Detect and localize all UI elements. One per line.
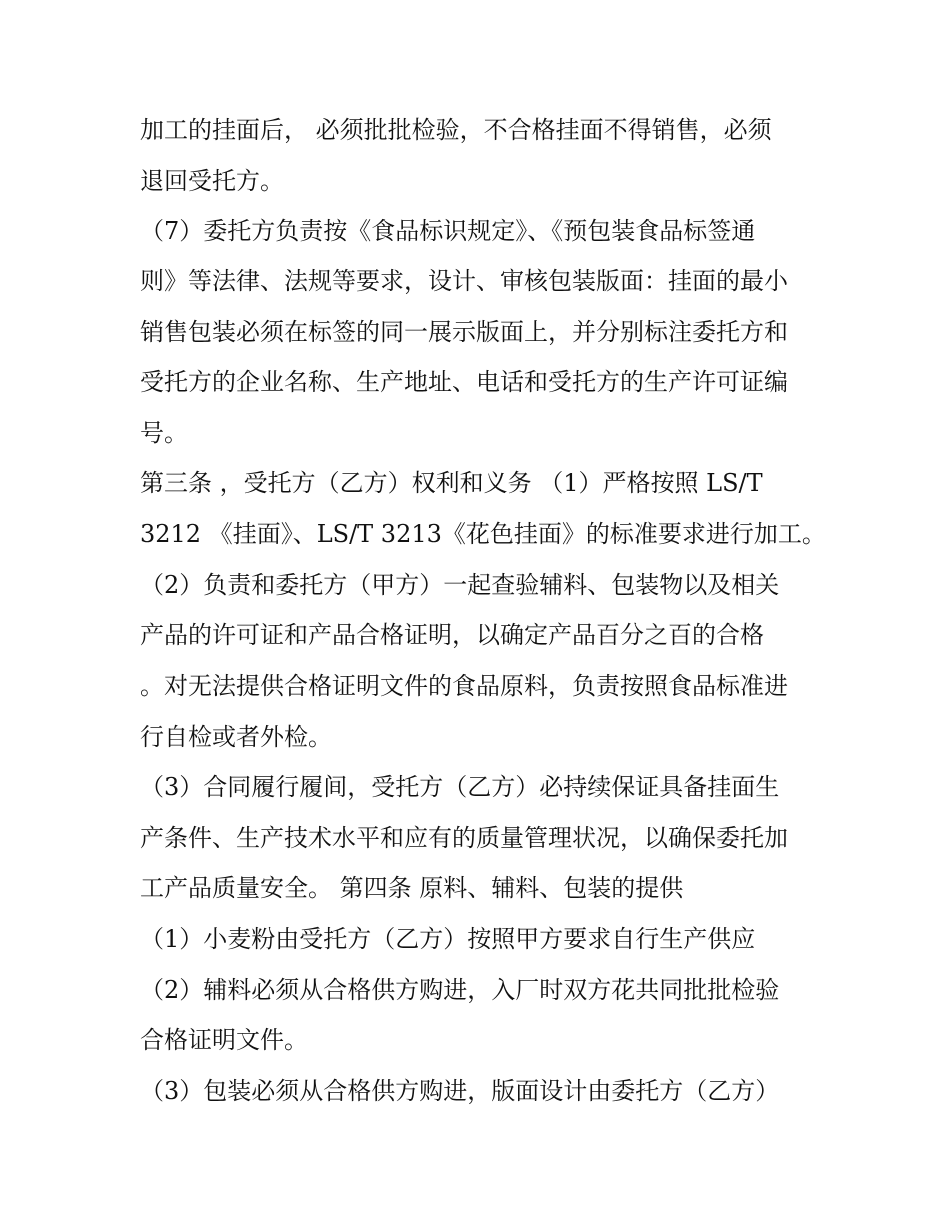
text-line: 退回受托方。 [140, 167, 284, 195]
text-line: 产条件、生产技术水平和应有的质量管理状况，以确保委托加 [140, 824, 788, 852]
text-line: 受托方的企业名称、生产地址、电话和受托方的生产许可证编 [140, 368, 788, 396]
text-line: 销售包装必须在标签的同一展示版面上，并分别标注委托方和 [140, 318, 788, 346]
text-line: （3）合同履行履间，受托方（乙方）必持续保证具备挂面生 [140, 773, 780, 801]
text-line: 工产品质量安全。 第四条 原料、辅料、包装的提供 [140, 874, 684, 902]
text-line: （7）委托方负责按《食品标识规定》、《预包装食品标签通 [140, 217, 756, 245]
text-line: 3212 《挂面》、LS/T 3213《花色挂面》的标准要求进行加工。 [140, 520, 826, 548]
text-line: （2）辅料必须从合格供方购进，入厂时双方花共同批批检验 [140, 976, 780, 1004]
text-line: （2）负责和委托方（甲方）一起查验辅料、包装物以及相关 [140, 571, 780, 599]
text-line: 第三条 ，受托方（乙方）权利和义务 （1）严格按照 LS/T [140, 469, 763, 497]
text-line: 则》等法律、法规等要求，设计、审核包装版面：挂面的最小 [140, 267, 788, 295]
text-line: 加工的挂面后， 必须批批检验，不合格挂面不得销售，必须 [140, 116, 772, 144]
text-line: 。对无法提供合格证明文件的食品原料，负责按照食品标准进 [140, 672, 788, 700]
text-line: 号。 [140, 419, 188, 447]
text-line: 产品的许可证和产品合格证明，以确定产品百分之百的合格 [140, 621, 764, 649]
text-line: （1）小麦粉由受托方（乙方）按照甲方要求自行生产供应 [140, 925, 756, 953]
text-line: 合格证明文件。 [140, 1026, 308, 1054]
text-line: （3）包装必须从合格供方购进，版面设计由委托方（乙方） [140, 1077, 780, 1105]
text-line: 行自检或者外检。 [140, 723, 332, 751]
